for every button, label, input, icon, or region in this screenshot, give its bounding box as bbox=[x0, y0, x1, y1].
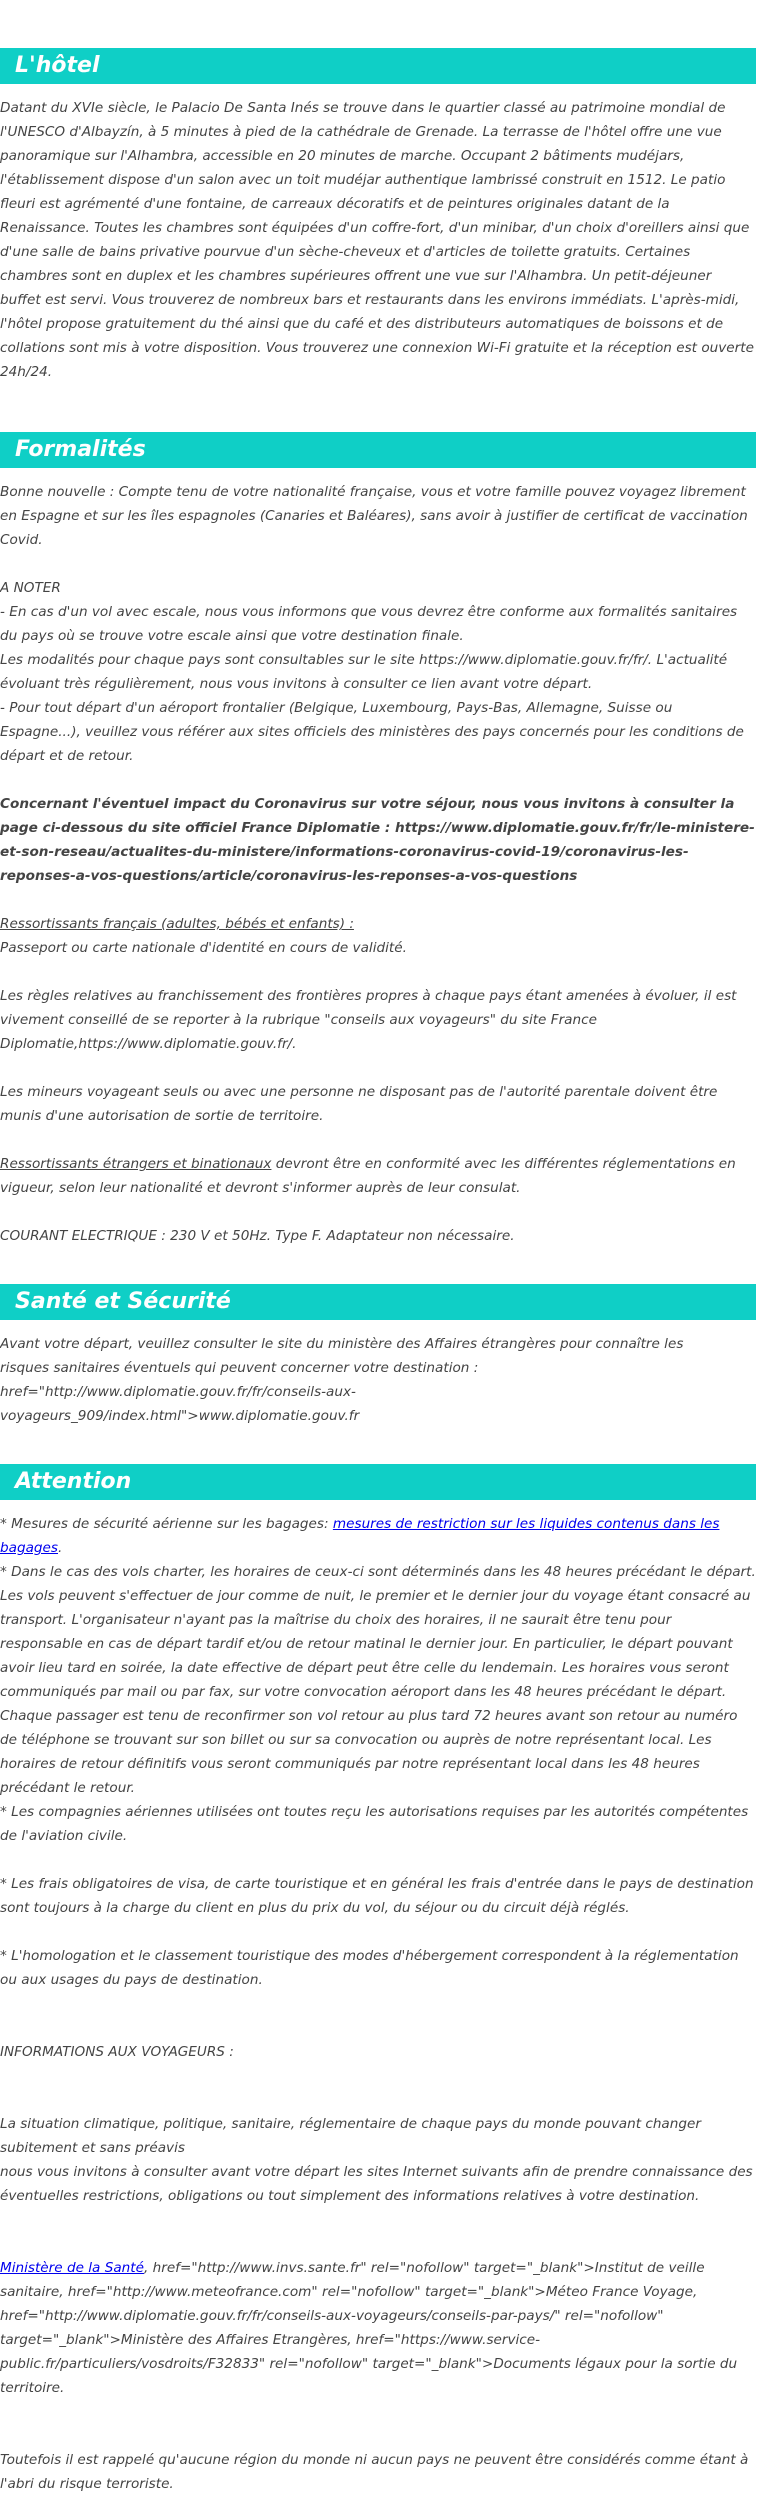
formalites-intro: Bonne nouvelle : Compte tenu de votre nationalité française, vous et votre famille pouvez voyagez librement en Espagne et sur les îles espagnoles (Canaries et Baléares), sans avoir à justifier de certificat de vaccination Covid. bbox=[0, 484, 748, 548]
terrorism-risk-text: Toutefois il est rappelé qu'aucune région du monde ni aucun pays ne peuvent être considérés comme étant à l'abri du risque terroriste. bbox=[0, 2452, 749, 2492]
fees-text: * Les frais obligatoires de visa, de carte touristique et en général les frais d'entrée dans le pays de destination sont toujours à la charge du client en plus du prix du vol, du séjour ou du circuit déjà réglés. bbox=[0, 1876, 754, 1916]
security-paragraph bbox=[0, 1512, 756, 1560]
covid-notice: Concernant l'éventuel impact du Coronavirus sur votre séjour, nous vous invitons à consulter la page ci-dessous du site officiel France Diplomatie : https://www.diplomatie.gouv.fr/fr/le-ministere-et-son-reseau/actualites-du-ministere/informations-coronavirus-covid-19/coronavirus-les-reponses-a-vos-questions/article/coronavirus-les-reponses-a-vos-questions bbox=[0, 796, 755, 884]
travelers-info-heading: INFORMATIONS AUX VOYAGEURS : bbox=[0, 2044, 234, 2060]
french-nationals-text: Passeport ou carte nationale d'identité en cours de validité. bbox=[0, 940, 407, 956]
liquids-restriction-link[interactable]: mesures de restriction sur les liquides contenus dans les bagages bbox=[0, 1516, 720, 1556]
useful-links-paragraph bbox=[0, 2256, 756, 2400]
hotel-description: Datant du XVIe siècle, le Palacio De Santa Inés se trouve dans le quartier classé au patrimoine mondial de l'UNESCO d'Albayzín, à 5 minutes à pied de la cathédrale de Grenade. La terrasse de l'hôtel offre une vue panoramique sur l'Alhambra, accessible en 20 minutes de marche. Occupant 2 bâtiments mudéjars, l'établissement dispose d'un salon avec un toit mudéjar authentique lambrissé construit en 1512. Le patio fleuri est agrémenté d'une fontaine, de carreaux décoratifs et de peintures originales datant de la Renaissance. Toutes les chambres sont équipées d'un coffre-fort, d'un minibar, d'un choix d'oreillers ainsi que d'une salle de bains privative pourvue d'un sèche-cheveux et d'articles de toilette gratuits. Certaines chambres sont en duplex et les chambres supérieures offrent une vue sur l'Alhambra. Un petit-déjeuner buffet est servi. Vous trouverez de nombreux bars et restaurants dans les environs immédiats. L'après-midi, l'hôtel propose gratuitement du thé ainsi que du café et des distributeurs automatiques de boissons et de collations sont mis à votre disposition. Vous trouverez une connexion Wi-Fi gratuite et la réception est ouverte 24h/24. bbox=[0, 100, 754, 380]
french-nationals-heading: Ressortissants français (adultes, bébés et enfants) : bbox=[0, 916, 354, 932]
note-border-airport: - Pour tout départ d'un aéroport frontalier (Belgique, Luxembourg, Pays-Bas, Allemagne, Suisse ou Espagne...), veuillez vous référer aux sites officiels des ministères des pays concernés pour les conditions de départ et de retour. bbox=[0, 700, 744, 764]
airlines-text: * Les compagnies aériennes utilisées ont toutes reçu les autorisations requises par les autorités compétentes de l'aviation civile. bbox=[0, 1804, 749, 1844]
security-prefix: * Mesures de sécurité aérienne sur les bagages: bbox=[0, 1516, 333, 1532]
sante-text: Avant votre départ, veuillez consulter le site du ministère des Affaires étrangères pour connaître les risques sanitaires éventuels qui peuvent concerner votre destination : href="http://www.diplomatie.gouv.fr/fr/conseils-aux-voyageurs_909/index.html">www.diplomatie.gouv.fr bbox=[0, 1336, 684, 1424]
security-suffix: . bbox=[58, 1540, 63, 1556]
borders-rules-text: Les règles relatives au franchissement des frontières propres à chaque pays étant amenées à évoluer, il est vivement conseillé de se reporter à la rubrique "conseils aux voyageurs" du site France Diplomatie,https://www.diplomatie.gouv.fr/. bbox=[0, 988, 737, 1052]
attention-section-title: Attention bbox=[0, 1464, 756, 1500]
sante-section-title: Santé et Sécurité bbox=[0, 1284, 756, 1320]
note-heading: A NOTER bbox=[0, 580, 61, 596]
charter-flights-text: * Dans le cas des vols charter, les horaires de ceux-ci sont déterminés dans les 48 heures précédant le départ. Les vols peuvent s'effectuer de jour comme de nuit, le premier et le dernier jour du voyage étant consacré au transport. L'organisateur n'ayant pas la maîtrise du choix des horaires, il ne saurait être tenu pour responsable en cas de départ tardif et/ou de retour matinal le dernier jour. En particulier, le départ pouvant avoir lieu tard en soirée, la date effective de départ peut être celle du lendemain. Les horaires vous seront communiqués par mail ou par fax, sur votre convocation aéroport dans les 48 heures précédant le départ. Chaque passager est tenu de reconfirmer son vol retour au plus tard 72 heures avant son retour au numéro de téléphone se trouvant sur son billet ou sur sa convocation ou auprès de notre représentant local. Les horaires de retour définitifs vous seront communiqués par notre représentant local dans les 48 heures précédant le retour. bbox=[0, 1564, 756, 1796]
useful-links-text: , href="http://www.invs.sante.fr" rel="nofollow" target="_blank">Institut de veille sanitaire, href="http://www.meteofrance.com" rel="nofollow" target="_blank">Méteo France Voyage, href="http://www.diplomatie.gouv.fr/fr/conseils-aux-voyageurs/conseils-par-pays/" rel="nofollow" target="_blank">Ministère des Affaires Etrangères, href="https://www.service-public.fr/particuliers/vosdroits/F32833" rel="nofollow" target="_blank">Documents légaux pour la sortie du territoire. bbox=[0, 2260, 738, 2396]
foreign-nationals-heading: Ressortissants étrangers et binationaux bbox=[0, 1156, 272, 1172]
consult-sites-text: nous vous invitons à consulter avant votre départ les sites Internet suivants afin de prendre connaissance des éventuelles restrictions, obligations ou tout simplement des informations relatives à votre destination. bbox=[0, 2164, 753, 2204]
ministry-health-link[interactable]: Ministère de la Santé bbox=[0, 2260, 144, 2276]
electric-current-text: COURANT ELECTRIQUE : 230 V et 50Hz. Type F. Adaptateur non nécessaire. bbox=[0, 1228, 515, 1244]
note-layover: - En cas d'un vol avec escale, nous vous informons que vous devrez être conforme aux formalités sanitaires du pays où se trouve votre escale ainsi que votre destination finale. bbox=[0, 604, 738, 644]
climate-text: La situation climatique, politique, sanitaire, réglementaire de chaque pays du monde pouvant changer subitement et sans préavis bbox=[0, 2116, 701, 2156]
formalites-section-title: Formalités bbox=[0, 432, 756, 468]
note-modalities: Les modalités pour chaque pays sont consultables sur le site https://www.diplomatie.gouv.fr/fr/. L'actualité évoluant très régulièrement, nous vous invitons à consulter ce lien avant votre départ. bbox=[0, 652, 728, 692]
foreign-nationals-text: devront être en conformité avec les différentes réglementations en vigueur, selon leur nationalité et devront s'informer auprès de leur consulat. bbox=[0, 1156, 736, 1196]
minors-text: Les mineurs voyageant seuls ou avec une personne ne disposant pas de l'autorité parentale doivent être munis d'une autorisation de sortie de territoire. bbox=[0, 1084, 718, 1124]
foreign-nationals-paragraph bbox=[0, 1152, 756, 1200]
homologation-text: * L'homologation et le classement touristique des modes d'hébergement correspondent à la réglementation ou aux usages du pays de destination. bbox=[0, 1948, 739, 1988]
hotel-section-title: L'hôtel bbox=[0, 48, 756, 84]
